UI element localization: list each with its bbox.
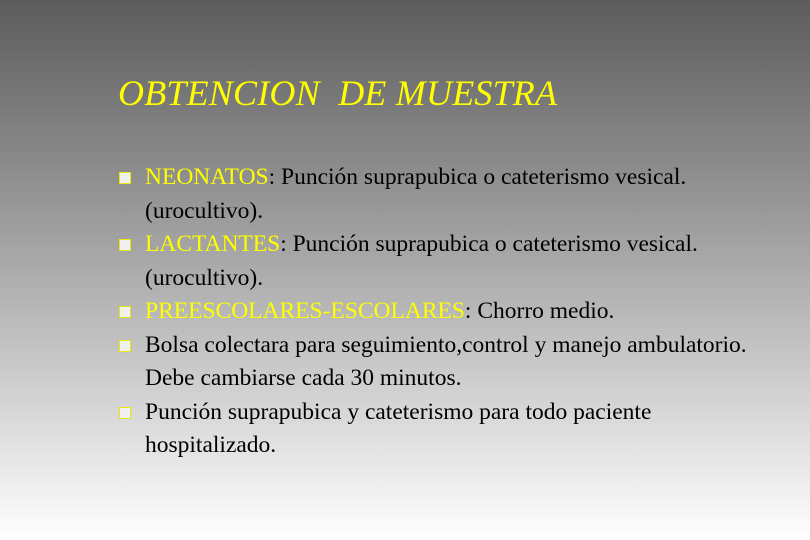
bullet-lactantes	[118, 228, 778, 295]
bullet-keyword: PREESCOLARES-ESCOLARES	[145, 298, 465, 324]
bullet-keyword: NEONATOS	[145, 164, 269, 190]
square-bullet-icon	[119, 239, 131, 251]
bullet-keyword: LACTANTES	[145, 231, 281, 257]
bullet-bolsa	[118, 329, 778, 396]
square-bullet-icon	[119, 407, 131, 419]
square-bullet-icon	[119, 340, 131, 352]
bullet-text: Punción suprapubica y cateterismo para todo paciente hospitalizado.	[145, 398, 652, 458]
bullet-text: : Chorro medio.	[464, 298, 615, 324]
bullet-text: : Punción suprapubica o cateterismo vesical.(urocultivo).	[145, 164, 687, 224]
bullet-text: Bolsa colectara para seguimiento,control y manejo ambulatorio. Debe cambiarse cada 30 minutos.	[145, 331, 747, 391]
square-bullet-icon	[119, 172, 131, 184]
bullet-preescolares	[118, 295, 778, 329]
slide-title: OBTENCION DE MUESTRA	[118, 73, 558, 113]
bullet-puncion	[118, 396, 778, 463]
bullet-neonatos	[118, 161, 778, 228]
square-bullet-icon	[119, 306, 131, 318]
bullet-list	[118, 161, 778, 463]
bullet-text: : Punción suprapubica o cateterismo vesical.(urocultivo).	[145, 231, 698, 291]
